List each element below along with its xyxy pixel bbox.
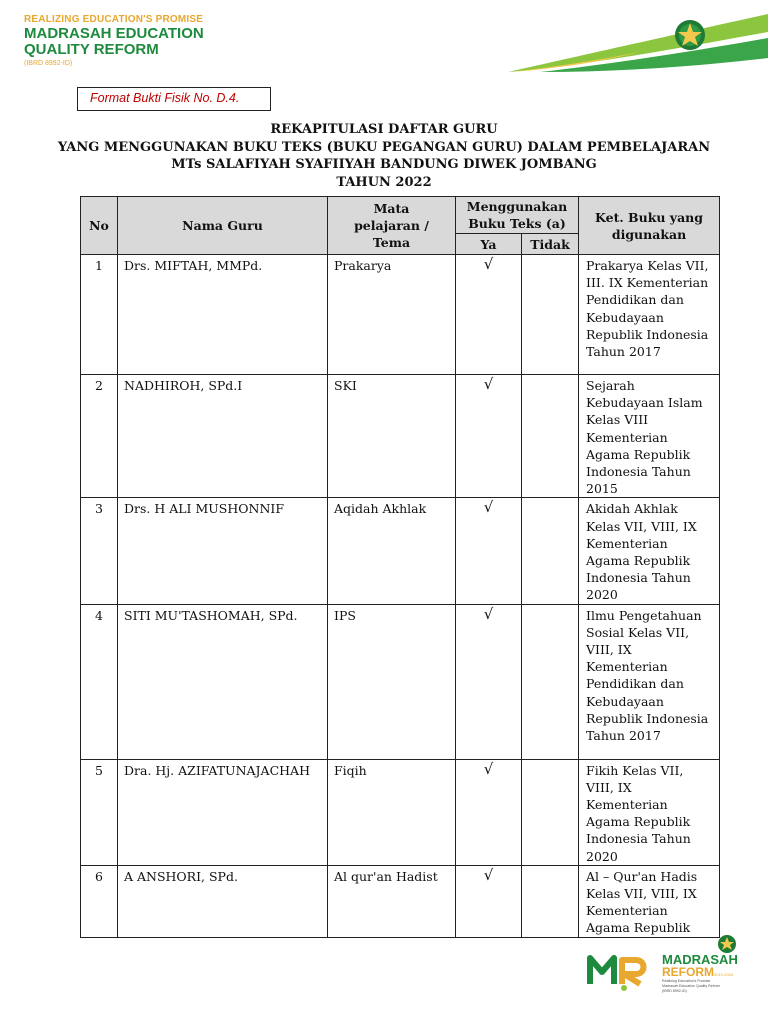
mr-monogram-icon xyxy=(590,958,644,991)
logo-line-1: MADRASAH EDUCATION xyxy=(24,25,204,42)
row-name: A ANSHORI, SPd. xyxy=(118,865,328,937)
header-subject: Mata pelajaran / Tema xyxy=(328,197,456,255)
row-no: 2 xyxy=(81,375,118,498)
madrasah-reform-footer-logo xyxy=(586,932,746,996)
madrasah-reform-logo xyxy=(24,14,224,69)
row-book: Fikih Kelas VII, VIII, IX Kementerian Agama Republik Indonesia Tahun 2020 xyxy=(579,759,720,865)
teacher-table-wrap xyxy=(80,196,719,936)
header-swoosh-graphic xyxy=(500,10,768,76)
table-row xyxy=(81,865,720,937)
row-name: Drs. MIFTAH, MMPd. xyxy=(118,255,328,375)
row-no-check xyxy=(522,604,579,759)
row-name: SITI MU'TASHOMAH, SPd. xyxy=(118,604,328,759)
row-subject: Al qur'an Hadist xyxy=(328,865,456,937)
table-row xyxy=(81,498,720,604)
logo-sub: (IBRD 8992-ID) xyxy=(24,60,73,67)
header-uses-textbook: Menggunakan Buku Teks (a) xyxy=(456,197,579,234)
row-no: 5 xyxy=(81,759,118,865)
title-line-4: TAHUN 2022 xyxy=(336,174,432,190)
footer-logo-line-2: REFORM xyxy=(662,965,714,979)
row-book: Sejarah Kebudayaan Islam Kelas VIII Kementerian Agama Republik Indonesia Tahun 2015 xyxy=(579,375,720,498)
row-no-check xyxy=(522,255,579,375)
table-row xyxy=(81,604,720,759)
table-row xyxy=(81,375,720,498)
header-no: No xyxy=(81,197,118,255)
format-label: Format Bukti Fisik No. D.4. xyxy=(90,91,240,105)
row-no-check xyxy=(522,375,579,498)
row-yes-check: √ xyxy=(456,865,522,937)
row-subject: IPS xyxy=(328,604,456,759)
row-book: Akidah Akhlak Kelas VII, VIII, IX Kementerian Agama Republik Indonesia Tahun 2020 xyxy=(579,498,720,604)
header-book-used: Ket. Buku yang digunakan xyxy=(579,197,720,255)
footer-logo-year: 2019-2024 xyxy=(714,972,734,977)
logo-line-2: QUALITY REFORM xyxy=(24,41,159,58)
footer-logo-sub-3: (IBRD 8992-ID) xyxy=(662,989,687,993)
kemenag-emblem-icon xyxy=(675,20,705,50)
logo-tagline: REALIZING EDUCATION'S PROMISE xyxy=(24,14,204,25)
row-book: Prakarya Kelas VII, III. IX Kementerian Pendidikan dan Kebudayaan Republik Indonesia Tahun 2017 xyxy=(579,255,720,375)
row-yes-check: √ xyxy=(456,375,522,498)
table-row xyxy=(81,255,720,375)
header-no-mark: Tidak xyxy=(522,234,579,255)
row-no: 4 xyxy=(81,604,118,759)
kemenag-emblem-icon xyxy=(718,935,736,953)
row-yes-check: √ xyxy=(456,604,522,759)
row-no-check xyxy=(522,759,579,865)
header-yes: Ya xyxy=(456,234,522,255)
row-subject: Prakarya xyxy=(328,255,456,375)
row-subject: Fiqih xyxy=(328,759,456,865)
row-book: Al – Qur'an Hadis Kelas VII, VIII, IX Kementerian Agama Republik xyxy=(579,865,720,937)
row-subject: SKI xyxy=(328,375,456,498)
row-book: Ilmu Pengetahuan Sosial Kelas VII, VIII, IX Kementerian Pendidikan dan Kebudayaan Republik Indonesia Tahun 2017 xyxy=(579,604,720,759)
title-line-2: YANG MENGGUNAKAN BUKU TEKS (BUKU PEGANGAN GURU) DALAM PEMBELAJARAN xyxy=(57,139,711,155)
teacher-textbook-table xyxy=(80,196,720,938)
document-title xyxy=(0,121,768,191)
title-line-1: REKAPITULASI DAFTAR GURU xyxy=(270,122,498,137)
table-row xyxy=(81,759,720,865)
row-no: 1 xyxy=(81,255,118,375)
header-name: Nama Guru xyxy=(118,197,328,255)
row-no: 3 xyxy=(81,498,118,604)
format-label-box xyxy=(77,87,271,111)
row-name: NADHIROH, SPd.I xyxy=(118,375,328,498)
footer-logo-sub-1: Realizing Education's Promise xyxy=(662,979,711,983)
footer-logo-sub-2: Madrasah Education Quality Reform xyxy=(662,984,720,988)
row-yes-check: √ xyxy=(456,759,522,865)
row-yes-check: √ xyxy=(456,255,522,375)
row-subject: Aqidah Akhlak xyxy=(328,498,456,604)
footer-logo-line-1: MADRASAH xyxy=(662,952,738,967)
row-no-check xyxy=(522,498,579,604)
row-yes-check: √ xyxy=(456,498,522,604)
row-name: Dra. Hj. AZIFATUNAJACHAH xyxy=(118,759,328,865)
row-name: Drs. H ALI MUSHONNIF xyxy=(118,498,328,604)
row-no: 6 xyxy=(81,865,118,937)
title-line-3: MTs SALAFIYAH SYAFIIYAH BANDUNG DIWEK JOMBANG xyxy=(171,157,597,172)
row-no-check xyxy=(522,865,579,937)
